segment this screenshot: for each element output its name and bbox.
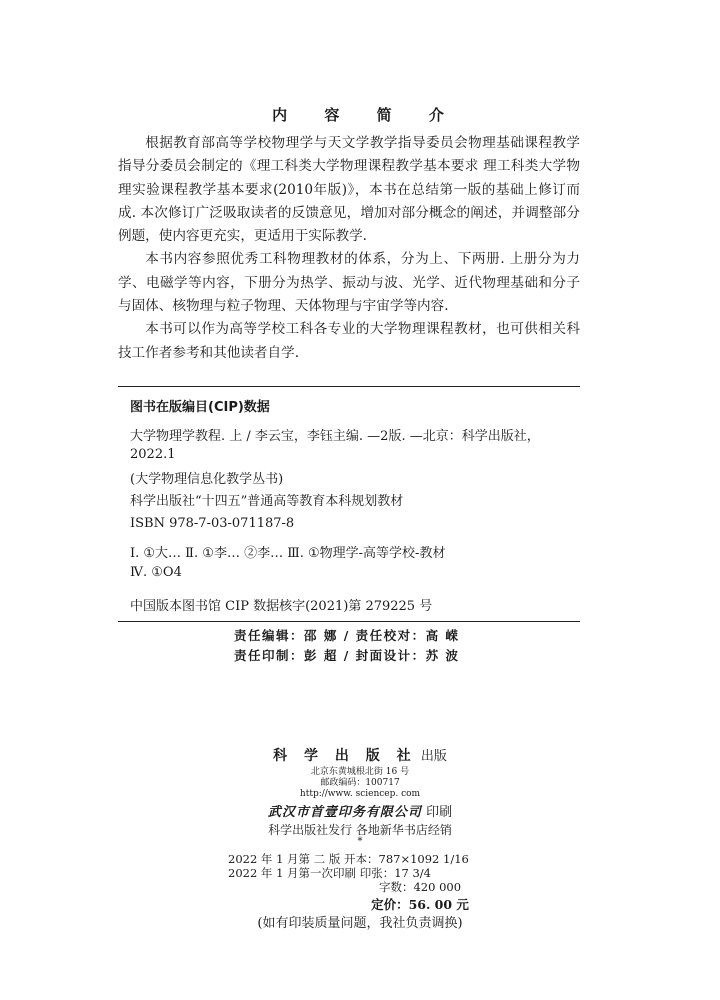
- star-divider: *: [357, 836, 363, 847]
- cip-isbn: ISBN 978-7-03-071187-8: [130, 516, 295, 531]
- price: 定价：56. 00 元: [371, 897, 469, 912]
- publisher-name: 科 学 出 版 社: [273, 748, 417, 764]
- intro-title: 内 容 简 介: [272, 106, 460, 124]
- cip-heading: 图书在版编目(CIP)数据: [130, 400, 270, 415]
- publisher-suffix: 出版: [420, 749, 447, 764]
- intro-paragraph: 本书内容参照优秀工科物理教材的体系，分为上、下两册. 上册分为力学、电磁学等内容，下册分为热学、振动与波、光学、近代物理基础和分子与固体、核物理与粒子物理、天体物理与宇宙学等内容.: [118, 251, 580, 315]
- cip-classification-2: Ⅳ. ①O4: [130, 565, 182, 580]
- printer-suffix: 印刷: [426, 805, 453, 820]
- character-count: 字数：420 000: [378, 880, 462, 894]
- quality-notice: (如有印装质量问题，我社负责调换): [257, 916, 463, 931]
- cip-series: (大学物理信息化教学丛书): [130, 472, 284, 487]
- cip-bottom-rule: [118, 621, 580, 622]
- distribution-line: 科学出版社发行 各地新华书店经销: [268, 823, 452, 837]
- intro-paragraph: 根据教育部高等学校物理学与天文学教学指导委员会物理基础课程教学指导分委员会制定的《理工科类大学物理课程教学基本要求 理工科类大学物理实验课程教学基本要求(2010年版)》，本书在总结第一版的基础上修订而成. 本次修订广泛吸取读者的反馈意见，增加对部分概念的阐述，并调整部分例题，使内容更充实，更适用于实际教学.: [118, 135, 580, 245]
- printer-line: [0, 801, 720, 820]
- print-line: 2022 年 1 月第一次印刷 印张：17 3/4: [228, 866, 432, 880]
- editor-credits: 责任编辑：邵 娜 / 责任校对：高 嵘: [234, 628, 460, 643]
- edition-line: 2022 年 1 月第 二 版 开本：787×1092 1/16: [228, 852, 469, 866]
- publisher-url: http://www. sciencep. com: [299, 789, 421, 799]
- cip-catalog-number: 中国版本图书馆 CIP 数据核字(2021)第 279225 号: [130, 599, 433, 614]
- intro-body: [118, 132, 580, 365]
- publisher-postcode: 邮政编码：100717: [320, 778, 400, 788]
- publisher-line: [0, 745, 720, 765]
- intro-paragraph: 本书可以作为高等学校工科各专业的大学物理课程教材，也可供相关科技工作者参考和其他读者自学.: [118, 321, 580, 361]
- cip-top-rule: [118, 386, 580, 387]
- publisher-address: 北京东黄城根北街 16 号: [310, 767, 410, 777]
- cip-plan: 科学出版社“十四五”普通高等教育本科规划教材: [130, 494, 404, 509]
- cip-title-line: 大学物理学教程. 上 / 李云宝，李钰主编. —2版. —北京：科学出版社，2022.1: [130, 429, 540, 462]
- cip-classification: Ⅰ. ①大… Ⅱ. ①李… ②李… Ⅲ. ①物理学-高等学校-教材: [130, 546, 446, 561]
- printing-credits: 责任印制：彭 超 / 封面设计：苏 波: [234, 648, 460, 663]
- printer-name: 武汉市首壹印务有限公司: [267, 805, 422, 820]
